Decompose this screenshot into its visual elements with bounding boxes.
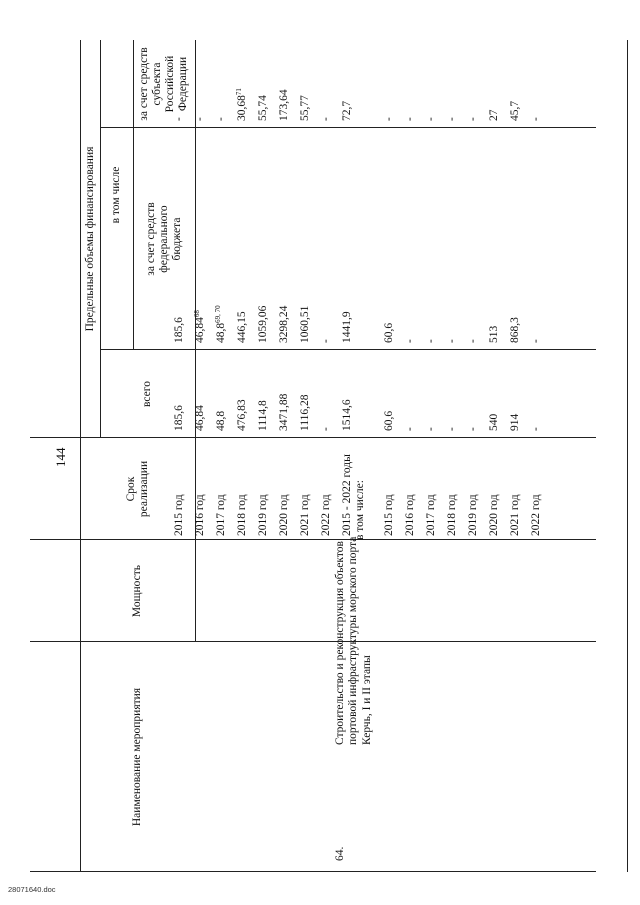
summary-federal: 1441,9: [341, 311, 353, 343]
row-term: 2016 год: [194, 494, 206, 536]
row64-total: -: [467, 427, 479, 431]
footnote-ref: 69, 70: [214, 305, 222, 323]
summary-term: 2015 - 2022 годы: [341, 454, 353, 536]
row-term: 2020 год: [278, 494, 290, 536]
row64-subject: -: [467, 117, 479, 121]
row-federal: 48,8$^{69, 70}$: [214, 305, 227, 343]
footnote-ref: 71: [235, 88, 243, 96]
item-number: 64.: [334, 846, 346, 861]
row64-total: 60,6: [383, 410, 395, 431]
row-federal: 46,84$^{68}$: [193, 310, 206, 343]
row-subject: -: [215, 117, 227, 121]
header-capacity: Мощность: [131, 564, 143, 618]
row-federal: 185,6: [173, 317, 185, 343]
header-subject: за счет средств субъекта Российской Федерации: [138, 47, 189, 121]
row64-federal: 60,6: [383, 322, 395, 343]
row64-term: 2022 год: [530, 494, 542, 536]
row-subject: -: [320, 117, 332, 121]
row-term: 2019 год: [257, 494, 269, 536]
row64-term: 2016 год: [404, 494, 416, 536]
row64-term: 2018 год: [446, 494, 458, 536]
header-including: в том числе: [110, 166, 122, 224]
row-term: 2021 год: [299, 494, 311, 536]
row64-subject: 27: [488, 109, 500, 121]
item-name: Строительство и реконструкция объектов портовой инфраструктуры морского порта Керчь, I и II этапы: [334, 536, 373, 745]
row-subject: 55,74: [257, 95, 269, 121]
footer-filename: 28071640.doc: [8, 885, 56, 894]
row64-term: 2020 год: [488, 494, 500, 536]
header-name: Наименование мероприятия: [131, 687, 143, 827]
row-total: 46,84: [194, 405, 206, 431]
row-federal: -: [320, 339, 332, 343]
row-term: 2015 год: [173, 494, 185, 536]
row-term: 2017 год: [215, 494, 227, 536]
row64-subject: -: [383, 117, 395, 121]
row-federal: 446,15: [236, 311, 248, 343]
header-funding: Предельные объемы финансирования: [83, 146, 96, 332]
row64-total: -: [530, 427, 542, 431]
row64-total: -: [446, 427, 458, 431]
header-federal: за счет средств федерального бюджета: [144, 202, 183, 276]
row64-federal: -: [446, 339, 458, 343]
row64-federal: -: [404, 339, 416, 343]
row64-term: 2019 год: [467, 494, 479, 536]
row-federal: 1060,51: [299, 305, 311, 343]
summary-total: 1514,6: [341, 399, 353, 431]
row64-total: 540: [488, 413, 500, 431]
row64-subject: -: [530, 117, 542, 121]
row-subject: 173,64: [278, 89, 290, 121]
row64-total: -: [404, 427, 416, 431]
row64-federal: -: [530, 339, 542, 343]
header-term: Срок реализации: [124, 460, 150, 518]
row64-term: 2015 год: [383, 494, 395, 536]
table-bottom-border: [627, 40, 628, 872]
row-total: -: [320, 427, 332, 431]
row-total: 3471,88: [278, 393, 290, 431]
row-term: 2018 год: [236, 494, 248, 536]
page-number: 144: [53, 447, 68, 467]
row-total: 185,6: [173, 405, 185, 431]
row64-term: 2021 год: [509, 494, 521, 536]
row-subject: -: [194, 117, 206, 121]
row-subject: -: [173, 117, 185, 121]
row-subject: 30,68$^{71}$: [235, 88, 248, 121]
footnote-ref: 68: [193, 310, 201, 318]
row64-subject: 45,7: [509, 100, 521, 121]
row-federal: 3298,24: [278, 305, 290, 343]
row64-total: 914: [509, 413, 521, 431]
row64-federal: -: [425, 339, 437, 343]
row-term: 2022 год: [320, 494, 332, 536]
header-total: всего: [141, 381, 153, 407]
row64-subject: -: [404, 117, 416, 121]
row-total: 48,8: [215, 410, 227, 431]
row64-total: -: [425, 427, 437, 431]
row-subject: 55,77: [299, 95, 311, 121]
row64-subject: -: [425, 117, 437, 121]
row-total: 476,83: [236, 399, 248, 431]
row-total: 1114,8: [257, 400, 269, 431]
row-federal: 1059,06: [257, 305, 269, 343]
row64-federal: -: [467, 339, 479, 343]
row-total: 1116,28: [299, 394, 311, 431]
row64-federal: 868,3: [509, 317, 521, 343]
row64-federal: 513: [488, 325, 500, 343]
including-label: в том числе:: [354, 480, 366, 540]
summary-subject: 72,7: [341, 100, 353, 121]
row64-term: 2017 год: [425, 494, 437, 536]
row64-subject: -: [446, 117, 458, 121]
